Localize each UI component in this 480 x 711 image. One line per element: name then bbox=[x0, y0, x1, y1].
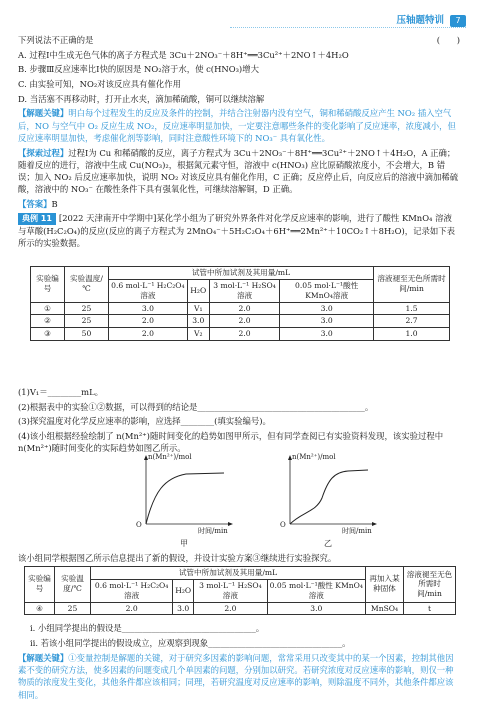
graph-b-ylabel: n(Mn²⁺)/mol bbox=[292, 453, 336, 461]
question-2: (2)根据表中的实验①②数据，可以得到的结论是________________________________________。 bbox=[18, 401, 374, 412]
option-a: A. 过程Ⅰ中生成无色气体的离子方程式是 3Cu＋2NO₃⁻＋8H⁺══3Cu²⁺＋2NO↑＋4H₂O bbox=[18, 49, 349, 60]
sub-questions bbox=[18, 386, 460, 457]
option-d: D. 当活塞不再移动时，打开止水夹，滴加稀硫酸，铜可以继续溶解 bbox=[18, 93, 265, 104]
data-table-1: 实验编号 实验温度/℃ 试管中所加试剂及其用量/mL 溶液褪至无色所需时间/min 0.6 mol·L⁻¹ H₂C₂O₄溶液 H₂O 3 mol·L⁻¹ H₂SO₄溶液 0.05 mol·L⁻¹酸性 KMnO₄溶液 ① 25 3.0 V₁ 2.0 3.0 1.5 ② 25 2.0 3.0 2.0 3.0 2.7 ③ 50 2.0 V₂ 2.0 3.0 1.0 bbox=[30, 266, 450, 341]
option-b: B. 步骤Ⅲ反应速率比Ⅰ快的原因是 NO₂溶于水，使 c(HNO₃)增大 bbox=[18, 64, 259, 75]
graph-b-xlabel: 时间/min bbox=[342, 527, 372, 535]
exploration-process: 【探索过程】过程Ⅰ为 Cu 和稀硝酸的反应，离子方程式为 3Cu＋2NO₃⁻＋8H⁺══3Cu²⁺＋2NO↑＋4H₂O，A 正确；随着反应的进行，溶液中生成 Cu(NO₃)₂，根据氮元素守恒，溶液中 c(HNO₃) 应比原硝酸浓度小，不会增大，B 错误；加入 NO₂ 后反应速率加快，说明 NO₂ 对该反应具有催化作用，C 正确；反应停止后，向反应后的溶液中滴加稀硫酸，溶液中的 NO₃⁻ 在酸性条件下具有强氧化性，可继续溶解铜，D 正确。 bbox=[18, 147, 459, 195]
solution-key-1: 【解题关键】明白每个过程发生的反应及条件的控制，并结合注射器内没有空气，铜和稀硝酸反应产生 NO₂ 插入空气后，NO 与空气中 O₂ 反应生成 NO₂，反应速率明显加快，一定要注意哪些条件的变化影响了反应速率，浓度减小，但反应速率明显加快，考虑催化剂等影响，同时注意酸性环境下的 NO₃⁻ 具有氧化性。 bbox=[18, 108, 456, 143]
graph-a-caption: 甲 bbox=[180, 539, 188, 548]
table-row: ① 25 3.0 V₁ 2.0 3.0 1.5 bbox=[31, 302, 450, 315]
table-row: ③ 50 2.0 V₂ 2.0 3.0 1.0 bbox=[31, 328, 450, 341]
data-table-2: 实验编号 实验温度/℃ 试管中所加试剂及其用量/mL 再加入某种固体 溶液褪至无色所需时间/min 0.6 mol·L⁻¹ H₂C₂O₄溶液 H₂O 3 mol·L⁻¹ H₂SO₄溶液 0.05 mol·L⁻¹酸性 KMnO₄溶液 ④ 25 2.0 3.0 2.0 3.0 MnSO₄ t bbox=[24, 566, 456, 615]
hypothesis-intro: 该小组同学根据图乙所示信息提出了新的假设，并设计实验方案③继续进行实验探究。 bbox=[18, 553, 337, 563]
graph-a-xlabel: 时间/min bbox=[198, 527, 228, 535]
question-intro: 下列说法不正确的是 ( ) bbox=[18, 35, 460, 45]
question-1: (1)V₁＝________mL。 bbox=[18, 387, 104, 397]
page-number: 7 bbox=[450, 15, 466, 27]
data-table-1-wrap bbox=[30, 266, 450, 341]
example-tag: 典例 11 bbox=[18, 213, 56, 225]
sub-item-2: ⅱ. 若该小组同学提出的假设成立，应观察到现象________________________________。 bbox=[30, 637, 351, 648]
table-row: ④ 25 2.0 3.0 2.0 3.0 MnSO₄ t bbox=[25, 602, 456, 615]
question-block bbox=[18, 34, 460, 252]
data-table-2-wrap bbox=[24, 566, 456, 615]
graph-a-ylabel: n(Mn²⁺)/mol bbox=[148, 453, 192, 461]
option-c: C. 由实验可知，NO₂对该反应具有催化作用 bbox=[18, 79, 181, 90]
question-3: (3)探究温度对化学反应速率的影响，应选择________(填实验编号)。 bbox=[18, 416, 271, 427]
graph-b bbox=[272, 452, 382, 548]
graph-a bbox=[128, 452, 238, 548]
header-rule bbox=[230, 27, 466, 28]
example-11: 典例 11 [2022 天津南开中学期中]某化学小组为了研究外界条件对化学反应速率的影响，进行了酸性 KMnO₄ 溶液与草酸(H₂C₂O₄)的反应(反应的离子方程式为 2MnO₄⁻＋5H₂C₂O₄＋6H⁺══2Mn²⁺＋10CO₂↑＋8H₂O)，记录如下表所示的实验数据。 bbox=[18, 213, 456, 249]
graph-a-origin: O bbox=[136, 521, 142, 529]
answer-line: 【答案】B bbox=[18, 198, 58, 209]
table-row: ② 25 2.0 3.0 2.0 3.0 2.7 bbox=[31, 315, 450, 328]
question-4: (4)该小组根据经验绘制了 n(Mn²⁺)随时间变化的趋势如图甲所示，但有同学查阅已有实验资料发现，该实验过程中 n(Mn²⁺)随时间变化的实际趋势如图乙所示。 bbox=[18, 431, 444, 454]
graph-b-origin: O bbox=[280, 521, 286, 529]
solution-key-2: 【解题关键】①变量控制是解题的关键，对于研究多因素的影响问题，常常采用只改变其中的某一个因素，控制其他因素不变的研究方法，使多因素的问题变成几个单因素的问题，分别加以研究。若研究浓度对反应速率的影响，则仅一种物质的浓度发生变化，其他条件都应该相同；同理，若研究温度对反应速率的影响，则除温度不同外，其他条件都应该相同。 bbox=[18, 653, 454, 700]
sub-item-1: ⅰ. 小组同学提出的假设是________________________________。 bbox=[30, 623, 265, 633]
page-header bbox=[396, 14, 466, 28]
header-title: 压轴题特训 bbox=[396, 15, 444, 26]
sub-items bbox=[30, 622, 460, 651]
graph-b-caption: 乙 bbox=[324, 539, 332, 548]
